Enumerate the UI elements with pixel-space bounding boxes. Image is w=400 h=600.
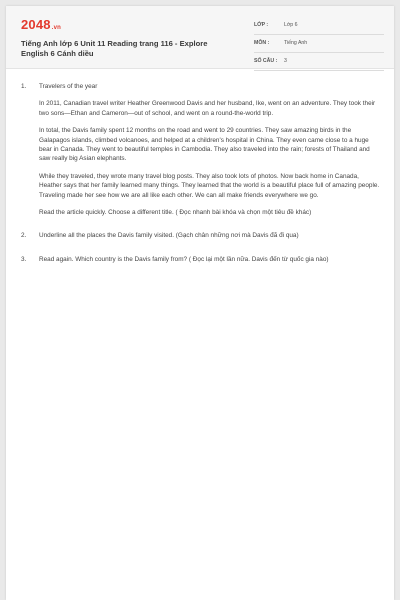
worksheet-header — [6, 6, 394, 69]
reading-paragraph: In 2011, Canadian travel writer Heather Greenwood Davis and her husband, Ike, went on an adventure. They took their two sons—Ethan and Cameron—out of school, and went on a round-the-world trip. — [39, 100, 376, 117]
worksheet-page — [6, 6, 394, 600]
question-number: 1. — [21, 83, 27, 90]
worksheet-content — [21, 82, 381, 278]
question-item — [21, 255, 381, 264]
logo-text: 2048 — [21, 17, 51, 32]
site-logo[interactable] — [21, 17, 61, 32]
worksheet-meta — [254, 18, 384, 72]
meta-label: SỐ CÂU : — [254, 58, 278, 64]
meta-row-subject — [254, 36, 384, 53]
meta-row-grade — [254, 18, 384, 35]
question-title: Underline all the places the Davis family visited. (Gạch chân những nơi mà Davis đã đi qua) — [39, 232, 299, 240]
page-title: Tiếng Anh lớp 6 Unit 11 Reading trang 116 - Explore English 6 Cánh diều — [21, 39, 208, 58]
reading-paragraph: While they traveled, they wrote many travel blog posts. They also took lots of photos. Now back home in Canada, Heather says that her family learned many things. They learned that the world is a beautiful place full of amazing people. Traveling made her see how we are all like each other. We can all make friends everywhere we go. — [39, 172, 380, 199]
meta-value: 3 — [284, 58, 287, 64]
meta-row-question-count — [254, 54, 384, 71]
meta-label: LỚP : — [254, 22, 269, 28]
question-number: 2. — [21, 232, 27, 240]
question-item — [21, 82, 381, 217]
question-title: Read again. Which country is the Davis family from? ( Đọc lại một lần nữa. Davis đến từ quốc gia nào) — [39, 255, 329, 263]
meta-value: Tiếng Anh — [284, 40, 308, 46]
question-title: Travelers of the year — [39, 83, 98, 90]
question-instruction: Read the article quickly. Choose a different title. ( Đọc nhanh bài khóa và chọn một tiêu đề khác) — [39, 209, 312, 217]
question-number: 3. — [21, 255, 27, 263]
meta-value: Lớp 6 — [284, 22, 298, 28]
question-item — [21, 231, 381, 240]
reading-paragraph: In total, the Davis family spent 12 months on the road and went to 29 countries. They saw amazing birds in the Galapagos islands, climbed volcanoes, and helped at a children's hospital in China. They even came close to a huge bear in Canada. They went to beautiful temples in Cambodia. They also traveled into the rain; forests of Thailand and saw really big Asian elephants. — [39, 127, 370, 163]
meta-label: MÔN : — [254, 40, 270, 46]
logo-suffix: .vn — [51, 25, 62, 31]
